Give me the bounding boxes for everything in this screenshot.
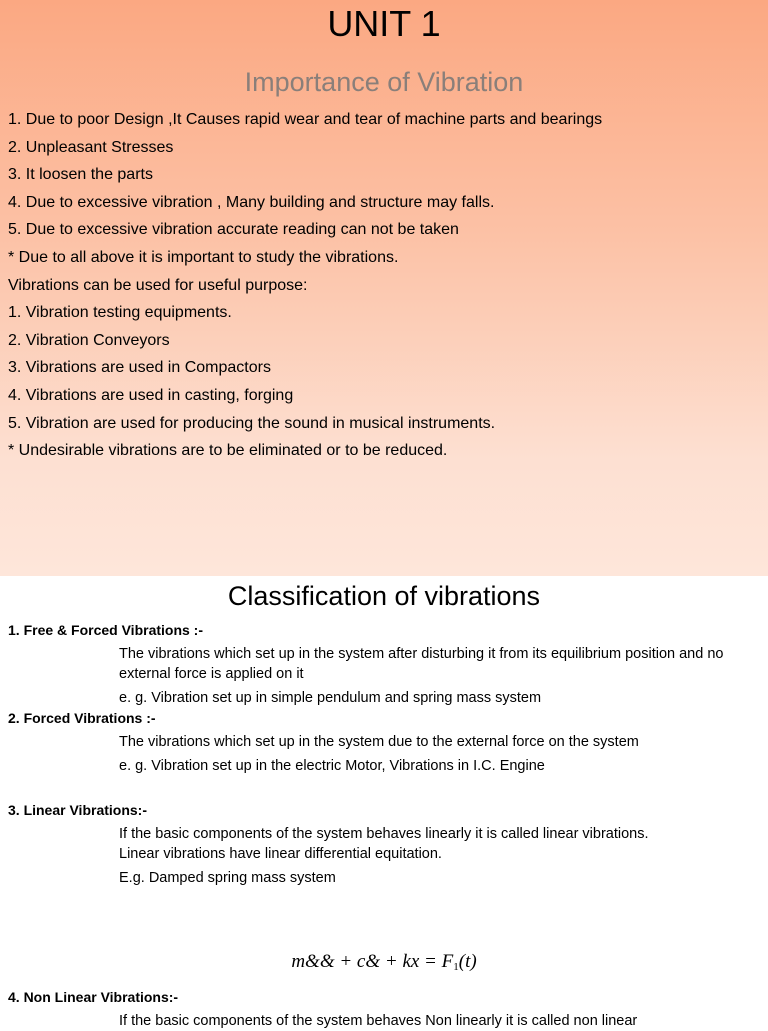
section-description: The vibrations which set up in the system due to the external force on the system bbox=[119, 734, 639, 750]
list-item: 3. It loosen the parts bbox=[8, 166, 153, 184]
section-nonlinear-vibrations bbox=[0, 987, 768, 1031]
list-item: 1. Vibration testing equipments. bbox=[8, 304, 232, 322]
section-example: E.g. Damped spring mass system bbox=[119, 870, 336, 886]
section-free-vibrations bbox=[0, 620, 768, 708]
equation-subscript: 1 bbox=[453, 961, 459, 973]
section-description: If the basic components of the system behaves Non linearly it is called non linear bbox=[119, 1013, 638, 1029]
equation bbox=[0, 950, 768, 979]
list-item: * Undesirable vibrations are to be eliminated or to be reduced. bbox=[8, 442, 448, 460]
slide-classification-of-vibrations bbox=[0, 576, 768, 1029]
list-item: 5. Due to excessive vibration accurate reading can not be taken bbox=[8, 221, 459, 239]
section-linear-vibrations bbox=[0, 800, 768, 888]
list-item: 2. Vibration Conveyors bbox=[8, 331, 170, 349]
slide-subtitle: Importance of Vibration bbox=[244, 67, 524, 97]
section-example: e. g. Vibration set up in simple pendulum and spring mass system bbox=[119, 690, 542, 706]
section-description-line2: Linear vibrations have linear differential equitation. bbox=[119, 846, 442, 862]
list-item: 3. Vibrations are used in Compactors bbox=[8, 359, 271, 377]
section-heading: 1. Free & Forced Vibrations :- bbox=[8, 622, 204, 638]
section-description: If the basic components of the system behaves linearly it is called linear vibrations. bbox=[119, 826, 649, 842]
section-example: e. g. Vibration set up in the electric Motor, Vibrations in I.C. Engine bbox=[119, 758, 545, 774]
list-item: * Due to all above it is important to study the vibrations. bbox=[8, 248, 399, 266]
section-heading: 4. Non Linear Vibrations:- bbox=[8, 989, 179, 1005]
list-item: 4. Due to excessive vibration , Many building and structure may falls. bbox=[8, 193, 495, 211]
classification-content bbox=[0, 620, 768, 1031]
section-description: The vibrations which set up in the system after disturbing it from its equilibrium position and no external force is applied on it bbox=[119, 646, 724, 682]
list-item: 5. Vibration are used for producing the sound in musical instruments. bbox=[8, 414, 496, 432]
list-item: Vibrations can be used for useful purpose: bbox=[8, 276, 308, 294]
section-heading: 2. Forced Vibrations :- bbox=[8, 710, 156, 726]
section-heading: 3. Linear Vibrations:- bbox=[8, 802, 147, 818]
slide-title: Classification of vibrations bbox=[227, 581, 541, 611]
equation-main: m&& + c& + kx = F bbox=[291, 951, 454, 972]
equation-tail: (t) bbox=[458, 951, 477, 972]
list-item: 1. Due to poor Design ,It Causes rapid wear and tear of machine parts and bearings bbox=[8, 111, 603, 128]
section-forced-vibrations bbox=[0, 708, 768, 776]
list-item: 4. Vibrations are used in casting, forging bbox=[8, 386, 294, 404]
list-item: 2. Unpleasant Stresses bbox=[8, 138, 174, 156]
importance-list bbox=[8, 106, 763, 465]
unit-title: UNIT 1 bbox=[327, 3, 441, 44]
